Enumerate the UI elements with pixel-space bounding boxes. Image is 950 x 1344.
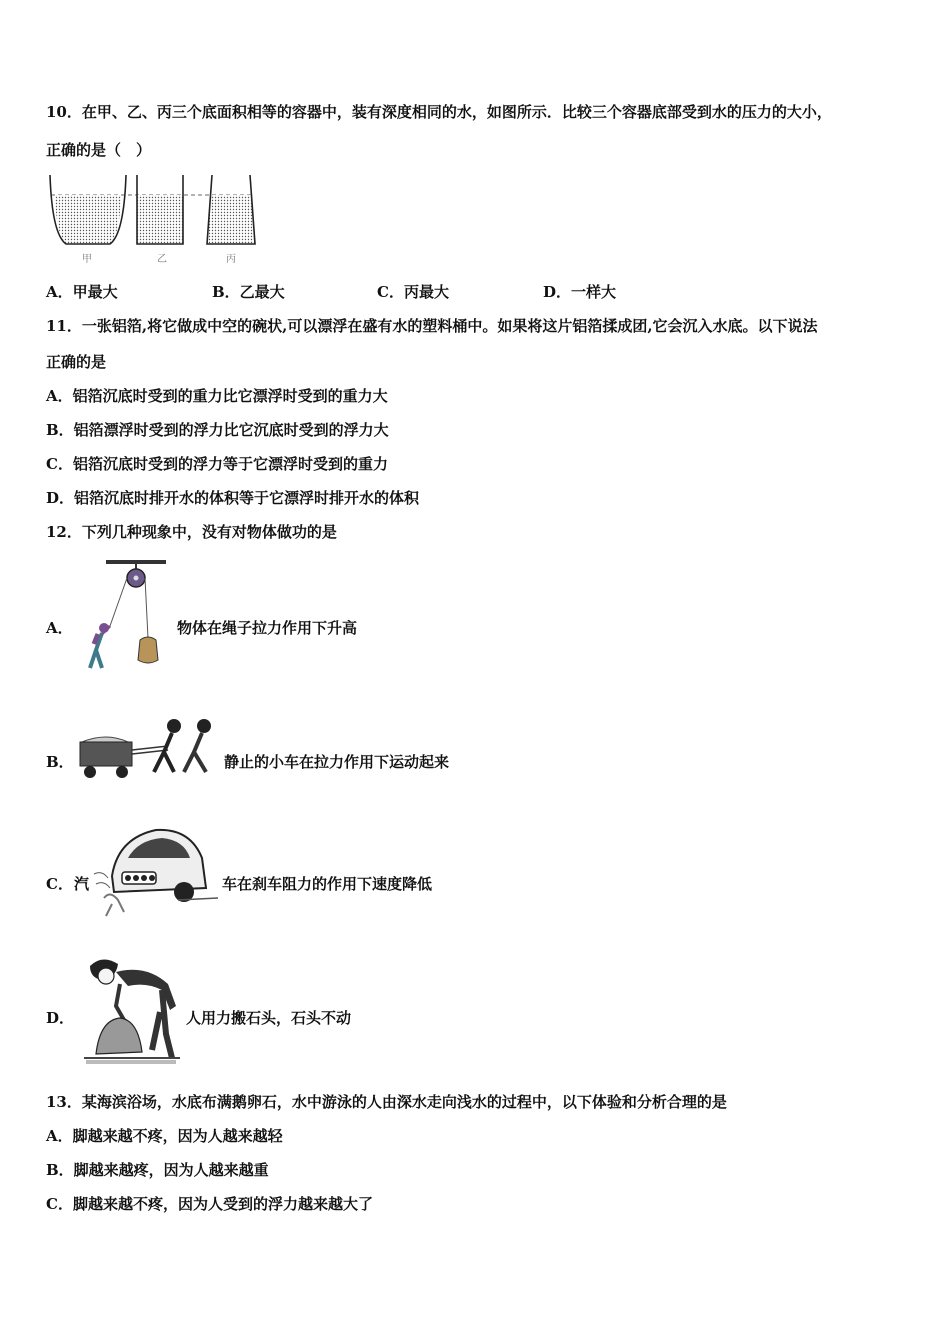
q10-stem-line2: 正确的是（ ） — [46, 141, 152, 159]
q12-option-d-text: 人用力搬石头，石头不动 — [186, 1009, 352, 1027]
q12-option-b-text: 静止的小车在拉力作用下运动起来 — [224, 753, 450, 771]
label-jia: 甲 — [82, 254, 92, 265]
pulley-illustration — [76, 558, 176, 674]
label-bing: 丙 — [226, 254, 236, 265]
cart-illustration — [76, 714, 224, 784]
label-yi: 乙 — [157, 254, 167, 265]
q10-option-a: A．甲最大 — [46, 283, 118, 301]
q13-option-b: B．脚越来越疼，因为人越来越重 — [46, 1161, 269, 1179]
container-yi — [137, 175, 183, 244]
q10-option-d: D．一样大 — [543, 283, 617, 301]
q12-stem: 12．下列几种现象中，没有对物体做功的是 — [46, 523, 337, 541]
q10-option-c: C．丙最大 — [377, 283, 449, 301]
q12-option-d-letter: D． — [46, 1009, 75, 1027]
q12-option-a-letter: A． — [46, 619, 73, 637]
lifting-stone-illustration — [76, 954, 184, 1068]
q11-option-b: B．铝箔漂浮时受到的浮力比它沉底时受到的浮力大 — [46, 421, 389, 439]
q10-option-b: B．乙最大 — [212, 283, 285, 301]
car-illustration — [92, 818, 220, 918]
container-jia — [50, 175, 126, 244]
q13-option-a: A．脚越来越不疼，因为人越来越轻 — [46, 1127, 283, 1145]
q12-option-c-letter: C． — [46, 875, 73, 893]
q10-containers-figure — [46, 172, 261, 268]
q12-option-c-prefix: 汽 — [74, 875, 90, 893]
q12-option-c-text: 车在刹车阻力的作用下速度降低 — [222, 875, 433, 893]
q11-option-d: D．铝箔沉底时排开水的体积等于它漂浮时排开水的体积 — [46, 489, 420, 507]
q13-option-c: C．脚越来越不疼，因为人受到的浮力越来越大了 — [46, 1195, 373, 1213]
q13-stem: 13．某海滨浴场，水底布满鹅卵石，水中游泳的人由深水走向浅水的过程中，以下体验和分析合理的是 — [46, 1093, 727, 1111]
q12-option-b-letter: B． — [46, 753, 74, 771]
container-bing — [207, 175, 255, 244]
q11-stem-line2: 正确的是 — [46, 353, 107, 371]
q10-stem-line1: 10．在甲、乙、丙三个底面积相等的容器中，装有深度相同的水，如图所示．比较三个容器底部受到水的压力的大小， — [46, 103, 832, 121]
q12-option-a-text: 物体在绳子拉力作用下升高 — [177, 619, 358, 637]
q11-option-a: A．铝箔沉底时受到的重力比它漂浮时受到的重力大 — [46, 387, 388, 405]
q11-stem-line1: 11．一张铝箔,将它做成中空的碗状,可以漂浮在盛有水的塑料桶中。如果将这片铝箔揉成团,它会沉入水底。以下说法 — [46, 317, 818, 335]
q11-option-c: C．铝箔沉底时受到的浮力等于它漂浮时受到的重力 — [46, 455, 388, 473]
